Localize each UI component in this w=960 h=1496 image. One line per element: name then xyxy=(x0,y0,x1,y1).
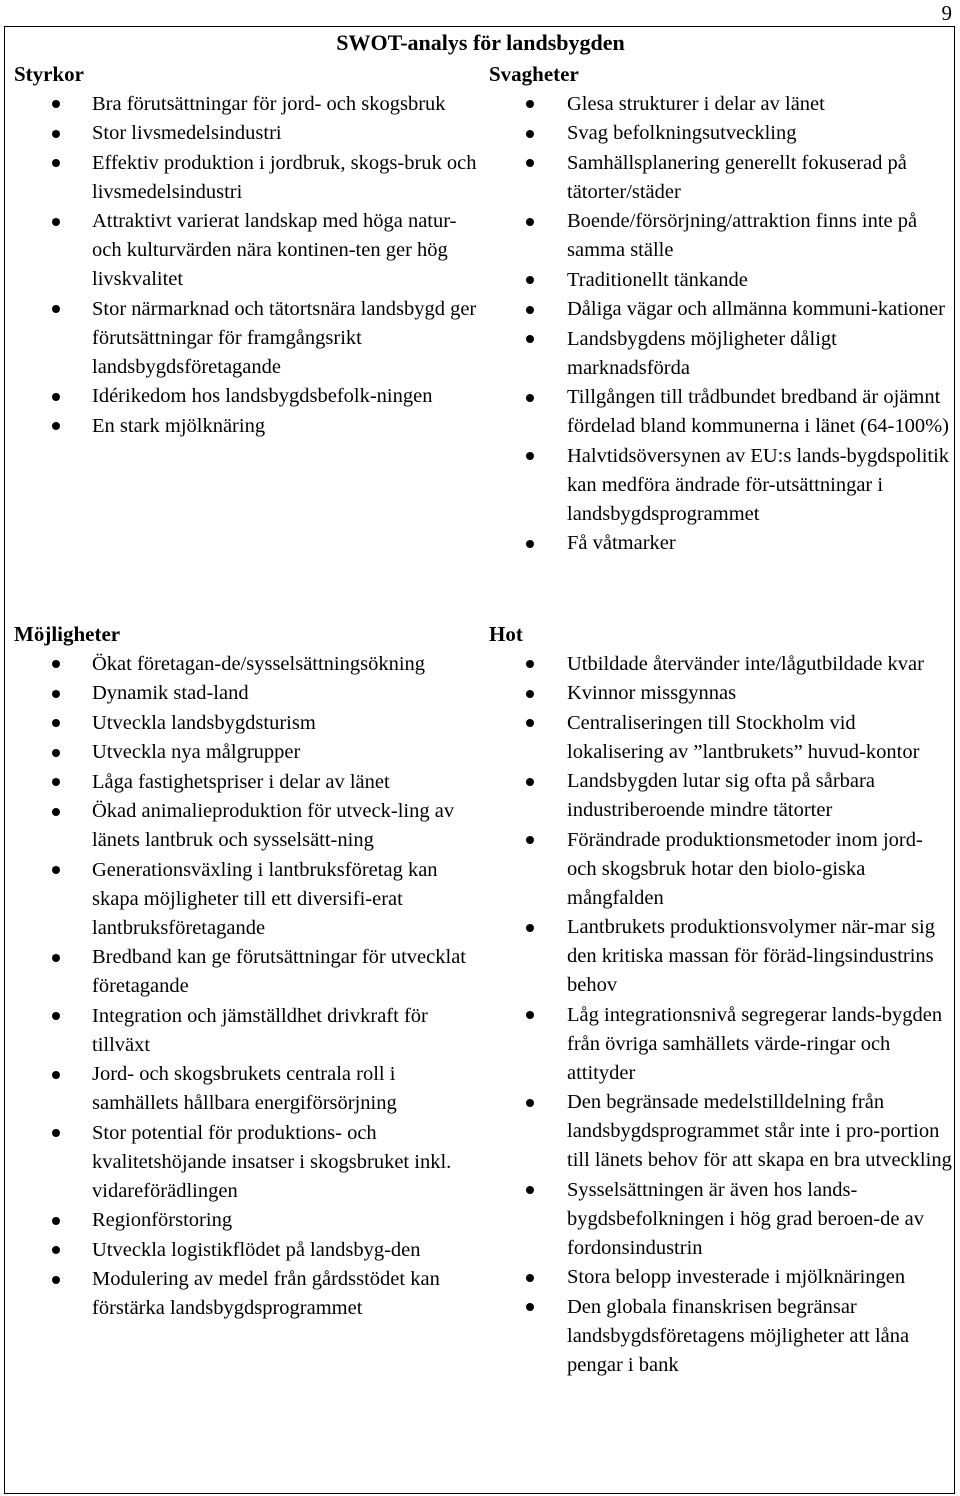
list-item xyxy=(14,382,482,412)
list-item xyxy=(489,383,954,442)
list-item xyxy=(489,207,954,266)
opportunities-quadrant xyxy=(14,619,482,1323)
list-item-text: En stark mjölknäring xyxy=(92,414,266,437)
weaknesses-quadrant xyxy=(489,59,954,558)
bullet-icon xyxy=(52,159,60,167)
list-item-text: Effektiv produktion i jordbruk, skogs-bruk och livsmedelsindustri xyxy=(92,151,477,203)
list-item-text: Utveckla landsbygdsturism xyxy=(92,711,316,734)
list-item xyxy=(489,89,954,119)
list-item-text: Landsbygdens möjligheter dåligt marknadsförda xyxy=(567,327,837,379)
bullet-icon xyxy=(52,778,60,786)
list-item xyxy=(14,767,482,797)
bullet-icon xyxy=(526,836,534,844)
list-item-text: Låg integrationsnivå segregerar lands-bygden från övriga samhällets värde-ringar och attityder xyxy=(567,1003,943,1084)
bullet-icon xyxy=(526,1186,534,1194)
list-item-text: Boende/försörjning/attraktion finns inte på samma ställe xyxy=(567,210,918,261)
bullet-icon xyxy=(52,1012,60,1020)
bullet-icon xyxy=(526,1011,534,1019)
list-item xyxy=(489,708,954,767)
list-item xyxy=(14,1235,482,1265)
list-item xyxy=(489,679,954,709)
weaknesses-list xyxy=(489,89,954,558)
list-item xyxy=(14,1265,482,1324)
bullet-icon xyxy=(52,1276,60,1284)
list-item-text: Generationsväxling i lantbruksföretag kan skapa möjligheter till ett diversifi-erat lantbruksföretagande xyxy=(92,858,438,939)
bullet-icon xyxy=(52,218,60,226)
list-item xyxy=(489,324,954,383)
bullet-icon xyxy=(526,452,534,460)
bullet-icon xyxy=(526,306,534,314)
list-item-text: Svag befolkningsutveckling xyxy=(567,122,797,144)
list-item-text: Dynamik stad-land xyxy=(92,682,249,704)
bullet-icon xyxy=(526,1099,534,1107)
list-item-text: Bra förutsättningar för jord- och skogsbruk xyxy=(92,92,446,115)
list-item xyxy=(489,825,954,913)
opportunities-list xyxy=(14,649,482,1323)
list-item-text: Låga fastighetspriser i delar av länet xyxy=(92,770,390,793)
list-item-text: Regionförstoring xyxy=(92,1209,233,1231)
bullet-icon xyxy=(526,394,534,402)
list-item xyxy=(489,1263,954,1293)
list-item xyxy=(489,295,954,325)
list-item xyxy=(14,294,482,382)
list-item xyxy=(489,529,954,559)
list-item-text: Den globala finanskrisen begränsar landsbygdsföretagens möjligheter att låna pengar i bank xyxy=(567,1295,910,1376)
bullet-icon xyxy=(526,1274,534,1282)
list-item xyxy=(489,649,954,679)
bullet-icon xyxy=(52,660,60,668)
list-item xyxy=(489,119,954,149)
list-item-text: Samhällsplanering generellt fokuserad på tätorter/städer xyxy=(567,151,907,203)
bullet-icon xyxy=(52,1071,60,1079)
list-item-text: Ökad animalieproduktion för utveck-ling av länets lantbruk och sysselsätt-ning xyxy=(92,800,455,851)
list-item xyxy=(14,207,482,295)
list-item-text: Attraktivt varierat landskap med höga natur- och kulturvärden nära kontinen-ten ger hög livskvalitet xyxy=(92,210,457,290)
threats-heading: Hot xyxy=(489,622,523,646)
page-number: 9 xyxy=(941,1,952,25)
list-item-text: Stor potential för produktions- och kvalitetshöjande insatser i skogsbruket inkl. vidareförädlingen xyxy=(92,1121,452,1202)
bullet-icon xyxy=(52,808,60,816)
list-item xyxy=(14,411,482,441)
list-item-text: Stora belopp investerade i mjölknäringen xyxy=(567,1266,906,1288)
list-item-text: Ökat företagan-de/sysselsättningsökning xyxy=(92,652,426,675)
list-item xyxy=(14,738,482,768)
list-item-text: Få våtmarker xyxy=(567,532,676,554)
bullet-icon xyxy=(52,866,60,874)
list-item-text: Utveckla nya målgrupper xyxy=(92,741,301,763)
list-item xyxy=(489,1292,954,1380)
list-item xyxy=(489,148,954,207)
list-item xyxy=(14,148,482,207)
bullet-icon xyxy=(526,660,534,668)
bullet-icon xyxy=(52,719,60,727)
bullet-icon xyxy=(526,778,534,786)
list-item-text: Förändrade produktionsmetoder inom jord- och skogsbruk hotar den biolo-giska mångfalden xyxy=(567,828,923,909)
bullet-icon xyxy=(52,1217,60,1225)
list-item-text: Glesa strukturer i delar av länet xyxy=(567,92,825,115)
list-item xyxy=(14,679,482,709)
bullet-icon xyxy=(526,130,534,138)
table-title: SWOT-analys för landsbygden xyxy=(336,30,625,55)
bullet-icon xyxy=(52,130,60,138)
bullet-icon xyxy=(526,100,534,108)
list-item-text: Idérikedom hos landsbygdsbefolk-ningen xyxy=(92,385,433,407)
list-item-text: Stor livsmedelsindustri xyxy=(92,122,282,144)
swot-table xyxy=(4,26,955,1494)
list-item xyxy=(14,708,482,738)
list-item xyxy=(14,855,482,943)
list-item-text: Kvinnor missgynnas xyxy=(567,682,737,704)
list-item-text: Centraliseringen till Stockholm vid lokalisering av ”lantbrukets” huvud-kontor xyxy=(567,711,920,763)
list-item-text: Integration och jämställdhet drivkraft för tillväxt xyxy=(92,1004,428,1056)
list-item-text: Traditionellt tänkande xyxy=(567,268,748,291)
strengths-heading: Styrkor xyxy=(14,62,84,86)
bullet-icon xyxy=(526,276,534,284)
bullet-icon xyxy=(52,422,60,430)
list-item-text: Tillgången till trådbundet bredband är ojämnt fördelad bland kommunerna i länet (64-100%) xyxy=(567,386,949,437)
list-item xyxy=(14,649,482,679)
bullet-icon xyxy=(52,1129,60,1137)
threats-list xyxy=(489,649,954,1380)
list-item xyxy=(489,1000,954,1088)
list-item xyxy=(489,265,954,295)
list-item-text: Dåliga vägar och allmänna kommuni-kationer xyxy=(567,298,945,320)
list-item-text: Stor närmarknad och tätortsnära landsbygd ger förutsättningar för framgångsrikt landsbygdsföretagande xyxy=(92,297,477,378)
bullet-icon xyxy=(526,690,534,698)
list-item xyxy=(14,1060,482,1119)
list-item xyxy=(14,119,482,149)
bullet-icon xyxy=(526,719,534,727)
list-item-text: Modulering av medel från gårdsstödet kan förstärka landsbygdsprogrammet xyxy=(92,1268,440,1319)
list-item xyxy=(489,767,954,826)
list-item xyxy=(489,441,954,529)
opportunities-heading: Möjligheter xyxy=(14,622,121,646)
bullet-icon xyxy=(526,218,534,226)
list-item-text: Halvtidsöversynen av EU:s lands-bygdspolitik kan medföra ändrade för-utsättningar i landsbygdsprogrammet xyxy=(567,444,950,525)
bullet-icon xyxy=(52,954,60,962)
list-item xyxy=(14,89,482,119)
list-item-text: Utveckla logistikflödet på landsbyg-den xyxy=(92,1238,421,1261)
bullet-icon xyxy=(526,540,534,548)
list-item xyxy=(14,1118,482,1206)
list-item-text: Bredband kan ge förutsättningar för utvecklat företagande xyxy=(92,946,466,997)
strengths-list xyxy=(14,89,482,441)
list-item xyxy=(489,913,954,1001)
list-item xyxy=(489,1088,954,1176)
list-item xyxy=(14,797,482,856)
bullet-icon xyxy=(526,924,534,932)
weaknesses-heading: Svagheter xyxy=(489,62,579,86)
threats-quadrant xyxy=(489,619,954,1380)
bullet-icon xyxy=(52,1246,60,1254)
strengths-quadrant xyxy=(14,59,482,441)
list-item-text: Utbildade återvänder inte/lågutbildade kvar xyxy=(567,652,924,675)
bullet-icon xyxy=(52,393,60,401)
bullet-icon xyxy=(52,749,60,757)
list-item-text: Jord- och skogsbrukets centrala roll i samhällets hållbara energiförsörjning xyxy=(92,1063,397,1114)
list-item-text: Sysselsättningen är även hos lands-bygdsbefolkningen i hög grad beroen-de av fordonsindustrin xyxy=(567,1178,924,1259)
list-item xyxy=(14,1001,482,1060)
bullet-icon xyxy=(526,159,534,167)
bullet-icon xyxy=(52,305,60,313)
bullet-icon xyxy=(526,335,534,343)
list-item-text: Den begränsade medelstilldelning från landsbygdsprogrammet står inte i pro-portion till länets behov för att skapa en bra utveckling xyxy=(567,1091,952,1171)
list-item-text: Landsbygden lutar sig ofta på sårbara industriberoende mindre tätorter xyxy=(567,770,875,821)
list-item xyxy=(14,943,482,1002)
bullet-icon xyxy=(52,690,60,698)
list-item-text: Lantbrukets produktionsvolymer när-mar sig den kritiska massan för föräd-lingsindustrins behov xyxy=(567,916,935,996)
bullet-icon xyxy=(52,100,60,108)
bullet-icon xyxy=(526,1303,534,1311)
list-item xyxy=(489,1175,954,1263)
list-item xyxy=(14,1206,482,1236)
